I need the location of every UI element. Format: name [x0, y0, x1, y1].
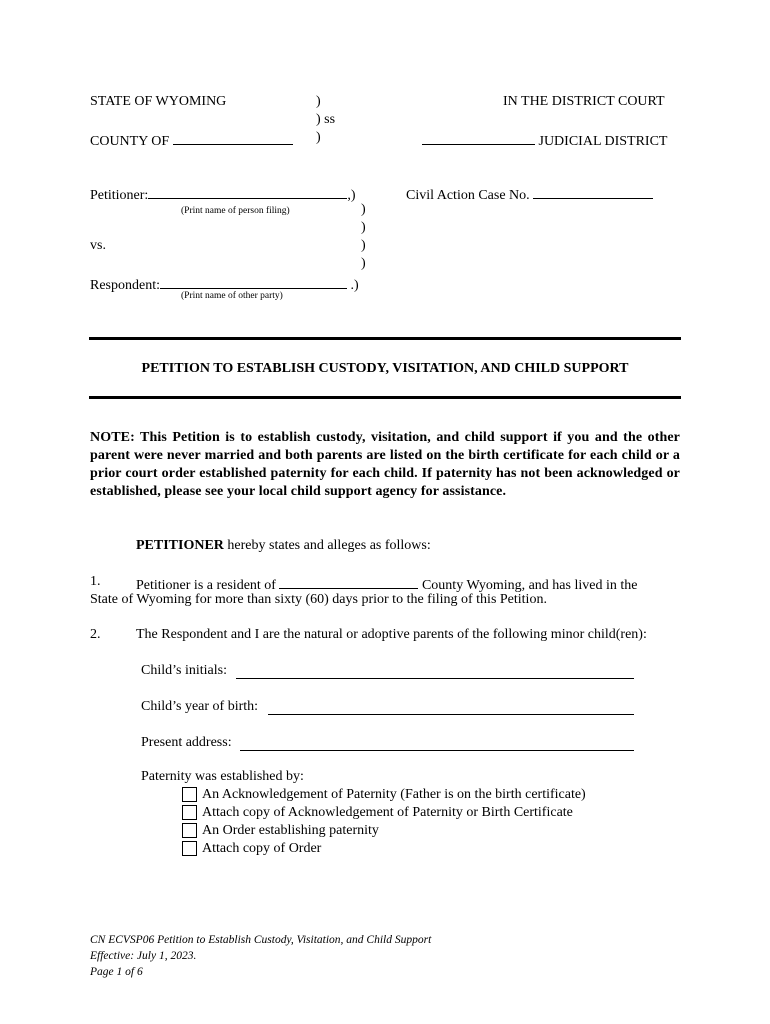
present-address-field[interactable]: [240, 750, 634, 751]
respondent-label: Respondent:: [90, 278, 160, 293]
item1-before: Petitioner is a resident of: [136, 578, 276, 593]
child-birth-year-label: Child’s year of birth:: [141, 699, 259, 714]
attach-order-checkbox[interactable]: [182, 841, 197, 856]
child-initials-label: Child’s initials:: [141, 663, 227, 678]
county-text: COUNTY OF: [90, 134, 170, 149]
case-number-field[interactable]: [533, 184, 653, 199]
item1-line: [136, 574, 637, 594]
respondent-hint: (Print name of other party): [181, 291, 283, 301]
footer-page-number: Page 1 of 6: [90, 966, 143, 978]
document-title: PETITION TO ESTABLISH CUSTODY, VISITATION, AND CHILD SUPPORT: [141, 361, 629, 376]
county-residence-field[interactable]: [279, 574, 418, 589]
caption-paren: ): [316, 130, 321, 145]
item2-number: 2.: [90, 627, 101, 642]
district-field[interactable]: [422, 130, 535, 145]
acknowledgement-checkbox[interactable]: [182, 787, 197, 802]
child-initials-field[interactable]: [236, 678, 634, 679]
case-number-row: [406, 184, 653, 204]
civil-action-label: Civil Action Case No.: [406, 188, 530, 203]
item1-line2: State of Wyoming for more than sixty (60) days prior to the filing of this Petition.: [90, 592, 547, 607]
petitioner-row: [90, 184, 356, 204]
checkbox-label: Attach copy of Acknowledgement of Paternity or Birth Certificate: [202, 805, 573, 820]
petitioner-label: Petitioner:: [90, 188, 149, 203]
item1-after: County Wyoming, and has lived in the: [421, 578, 638, 593]
checkbox-label: An Order establishing paternity: [202, 823, 379, 838]
district-label: [422, 130, 667, 150]
attach-acknowledgement-checkbox[interactable]: [182, 805, 197, 820]
checkbox-label: An Acknowledgement of Paternity (Father is on the birth certificate): [202, 787, 586, 802]
versus-label: vs.: [90, 238, 106, 253]
checkbox-label: Attach copy of Order: [202, 841, 322, 856]
note-paragraph: NOTE: This Petition is to establish custody, visitation, and child support if you and the other parent were never married and both parents are listed on the birth certificate for each child or a prior court order established paternity for each child. If paternity has not been acknowledged or established, please see your local child support agency for assistance.: [90, 430, 680, 499]
child-birth-year-field[interactable]: [268, 714, 634, 715]
footer-form-id: CN ECVSP06 Petition to Establish Custody, Visitation, and Child Support: [90, 934, 432, 946]
district-text: JUDICIAL DISTRICT: [538, 134, 668, 149]
item1-number: 1.: [90, 574, 101, 589]
caption-paren: ): [361, 220, 366, 235]
petitioner-name-field[interactable]: [148, 184, 347, 199]
present-address-label: Present address:: [141, 735, 232, 750]
order-paternity-checkbox[interactable]: [182, 823, 197, 838]
paternity-label: Paternity was established by:: [141, 769, 304, 784]
intro-text: hereby states and alleges as follows:: [223, 538, 431, 553]
caption-paren: ): [361, 256, 366, 271]
county-field[interactable]: [173, 130, 293, 145]
caption-paren: ,): [347, 188, 356, 203]
footer-effective-date: Effective: July 1, 2023.: [90, 950, 197, 962]
intro-line: [136, 538, 431, 554]
caption-ss: ) ss: [316, 112, 336, 127]
county-label: [90, 130, 293, 150]
intro-bold: PETITIONER: [136, 538, 224, 553]
title-rule-bottom: [89, 396, 681, 399]
respondent-name-field[interactable]: [160, 274, 347, 289]
caption-paren: ): [316, 94, 321, 109]
state-label: STATE OF WYOMING: [90, 94, 227, 109]
caption-paren: .): [350, 278, 359, 293]
caption-paren: ): [361, 202, 366, 217]
title-rule-top: [89, 337, 681, 340]
petitioner-hint: (Print name of person filing): [181, 206, 290, 216]
caption-paren: ): [361, 238, 366, 253]
item2-text: The Respondent and I are the natural or adoptive parents of the following minor child(ren):: [136, 627, 647, 642]
court-label: IN THE DISTRICT COURT: [503, 94, 665, 109]
